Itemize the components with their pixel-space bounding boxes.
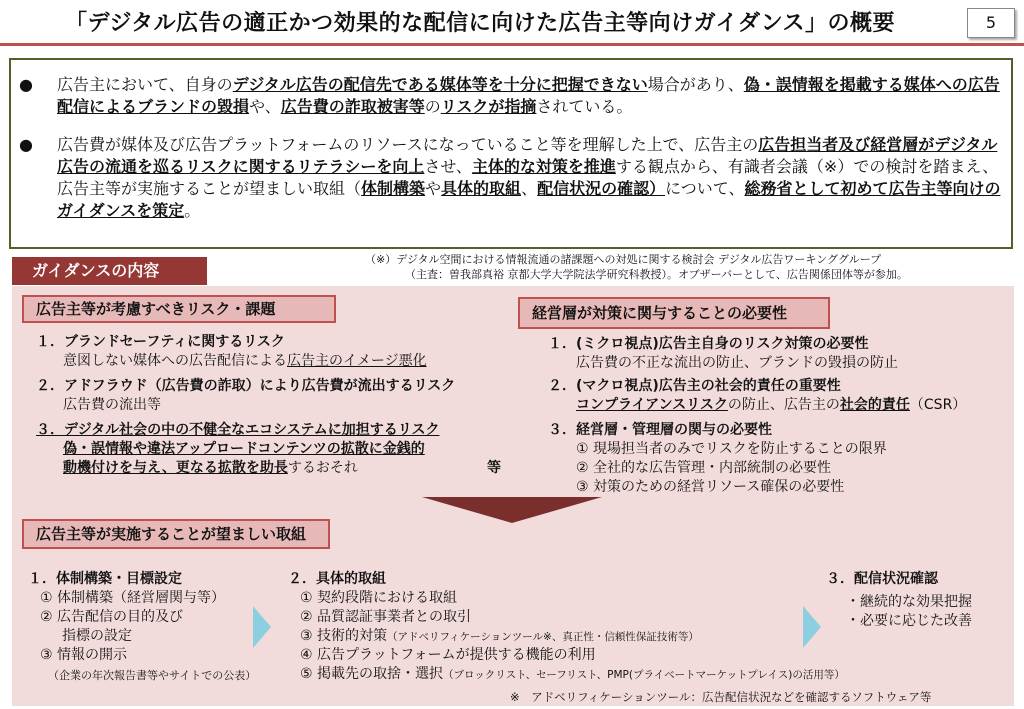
footnote-line-1: （※）デジタル空間における情報流通の諸課題への対処に関する検討会 デジタル広告ワーキンググループ: [365, 253, 882, 266]
action-col2-item-4: ④ 広告プラットフォームが提供する機能の利用: [300, 647, 596, 663]
mgmt-item-2-desc: [576, 396, 966, 414]
bullet1-segment: 偽・誤情報を掲載する媒体への広告配信によるブランドの毀損: [57, 75, 1000, 116]
mgmt-item-3-title: ３．経営層・管理層の関与の必要性: [548, 422, 772, 438]
risk-item-3-line-3: [63, 459, 358, 477]
action-col1-item-2-cont: 指標の設定: [62, 628, 132, 644]
right-chevron-arrow-icon: [803, 606, 821, 648]
summary-bullet-1-text: [57, 74, 1007, 118]
management-header: 経営層が対策に関与することの必要性: [518, 297, 830, 329]
mgmt-item-3-sub-1: ① 現場担当者のみでリスクを防止することの限界: [576, 441, 887, 457]
action-col1-note: （企業の年次報告書等やサイトでの公表）: [48, 669, 257, 682]
risk-item-3-etc: 等: [487, 460, 501, 476]
bullet1-segment: 場合があり、: [647, 75, 744, 94]
risk-item-1-desc-b: 広告主のイメージ悪化: [287, 353, 427, 369]
risks-header: 広告主等が考慮すべきリスク・課題: [22, 295, 336, 323]
mgmt-item-1-title: １．(ミクロ視点)広告主自身のリスク対策の必要性: [548, 336, 869, 352]
actions-header: 広告主等が実施することが望ましい取組: [22, 519, 330, 549]
summary-bullet-2-text: [57, 134, 1007, 222]
bullet1-segment: や、: [249, 97, 281, 116]
action-col2-item-3-a: ③ 技術的対策: [300, 628, 388, 644]
mgmt-item-2-title: ２．(マクロ視点)広告主の社会的責任の重要性: [548, 378, 841, 394]
bullet2-segment: 広告担当者及び経営層がデジタル広告の流通を巡るリスクに関するリテラシーを向上: [57, 135, 998, 176]
risk-item-1-desc: [63, 352, 427, 370]
action-col2-title: ２．具体的取組: [288, 571, 386, 587]
action-col2-item-3: [300, 627, 699, 646]
bullet-icon: ●: [19, 135, 33, 154]
bullet1-segment: リスクが指摘: [440, 97, 537, 116]
down-triangle-arrow-icon: [422, 497, 602, 523]
risk-item-2-title: ２．アドフラウド（広告費の詐取）により広告費が流出するリスク: [36, 378, 456, 394]
risk-item-3-line-1: [36, 421, 439, 439]
bullet2-segment: 広告費が媒体及び広告プラットフォームのリソースになっていること等を理解した上で、広告主の: [57, 135, 759, 154]
bullet1-segment: 広告費の詐取被害等: [280, 97, 425, 116]
risk-item-2-desc: 広告費の流出等: [63, 397, 161, 413]
bullet1-segment: デジタル広告の配信先である媒体等を十分に把握できない: [232, 75, 648, 94]
bullet2-segment: について、: [665, 179, 745, 198]
action-col1-title: １．体制構築・目標設定: [28, 571, 182, 587]
action-col3-title: ３．配信状況確認: [826, 571, 938, 587]
mgmt-item-2-desc-c: 社会的責任: [839, 397, 910, 413]
mgmt-item-1-desc: 広告費の不正な流出の防止、ブランドの毀損の防止: [576, 355, 898, 371]
risk-item-3-line-1-text: ３．デジタル社会の中の不健全なエコシステムに加担するリスク: [36, 422, 440, 438]
action-col2-item-5: [300, 665, 845, 684]
right-chevron-arrow-icon: [253, 606, 271, 648]
action-col2-item-3-b: （アドベリフィケーションツール※、真正性・信頼性保証技術等）: [387, 631, 699, 643]
contents-tab: ガイダンスの内容: [12, 257, 207, 285]
risk-item-1-desc-a: 意図しない媒体への広告配信による: [63, 353, 287, 369]
action-col2-item-1: ① 契約段階における取組: [300, 590, 458, 606]
mgmt-item-3-sub-2: ② 全社的な広告管理・内部統制の必要性: [576, 460, 831, 476]
bullet2-segment: や: [425, 179, 442, 198]
bullet-icon: ●: [19, 75, 33, 94]
mgmt-item-2-desc-a: コンプライアンスリスク: [576, 397, 728, 413]
actions-footnote: ※ アドベリフィケーションツール：広告配信状況などを確認するソフトウェア等: [510, 690, 932, 704]
page-number: 5: [967, 8, 1015, 38]
risk-item-1-title: １．ブランドセーフティに関するリスク: [36, 334, 285, 350]
bullet2-segment: 、: [521, 179, 538, 198]
action-col2-item-5-b: （ブロックリスト、セーフリスト、PMP(プライベートマーケットプレイス)の活用等）: [443, 669, 845, 681]
bullet2-segment: させ、: [424, 157, 472, 176]
bullet2-segment: 具体的取組: [441, 179, 522, 198]
mgmt-item-2-desc-d: （CSR）: [909, 397, 967, 413]
summary-box: [9, 58, 1013, 249]
mgmt-item-3-sub-3: ③ 対策のための経営リソース確保の必要性: [576, 479, 845, 495]
bullet2-segment: 総務省として初めて広告主等向けのガイダンスを策定: [57, 179, 1001, 220]
mgmt-item-2-desc-b: の防止、広告主の: [727, 397, 840, 413]
page-title: 「デジタル広告の適正かつ効果的な配信に向けた広告主等向けガイダンス」の概要: [64, 11, 896, 36]
bullet2-segment: 主体的な対策を推進: [471, 157, 616, 176]
bullet2-segment: 配信状況の確認）: [537, 179, 666, 198]
title-divider: [0, 43, 1024, 46]
risk-item-3-line-3-a: 動機付けを与え、更なる拡散を助長: [63, 460, 288, 476]
footnote-line-2: （主査：曽我部真裕 京都大学大学院法学研究科教授）。オブザーバーとして、広告関係団体等が参加。: [405, 268, 908, 281]
bullet1-segment: の: [424, 97, 441, 116]
action-col3-item-1: ・継続的な効果把握: [846, 594, 972, 610]
action-col2-item-2: ② 品質認証事業者との取引: [300, 609, 472, 625]
action-col1-item-2: ② 広告配信の目的及び: [40, 609, 184, 625]
action-col3-item-2: ・必要に応じた改善: [846, 613, 972, 629]
bullet2-segment: 体制構築: [361, 179, 426, 198]
risk-item-3-line-2-text: 偽・誤情報や違法アップロードコンテンツの拡散に金銭的: [63, 441, 425, 457]
action-col2-item-5-a: ⑤ 掲載先の取捨・選択: [300, 666, 444, 682]
action-col1-item-1: ① 体制構築（経営層関与等）: [40, 590, 226, 606]
action-col1-item-3: ③ 情報の開示: [40, 647, 128, 663]
bullet2-segment: 。: [184, 201, 201, 220]
bullet1-segment: 広告主において、自身の: [57, 75, 233, 94]
risk-item-3-line-2: [63, 440, 425, 458]
bullet1-segment: されている。: [536, 97, 633, 116]
bullet2-segment: する観点から、有識者会議（※）での検討を踏まえ、広告主等が実施することが望ましい取組（: [57, 157, 999, 198]
risk-item-3-line-3-b: するおそれ: [287, 460, 358, 476]
